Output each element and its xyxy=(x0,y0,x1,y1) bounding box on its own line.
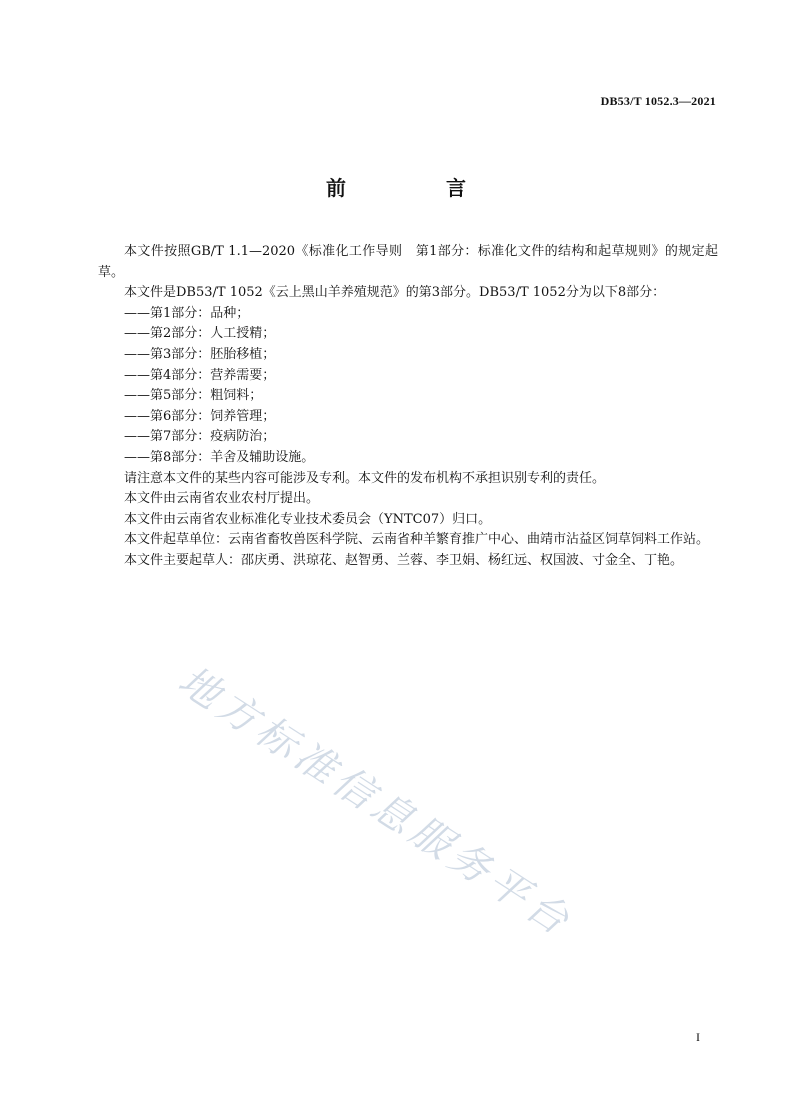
paragraph-drafting-basis: 本文件按照GB/T 1.1—2020《标准化工作导则 第1部分：标准化文件的结构和起草规则》的规定起草。 xyxy=(98,244,718,280)
list-item: ——第3部分：胚胎移植； xyxy=(124,346,276,362)
page-title: 前 言 xyxy=(326,176,506,200)
paragraph-centralized-by: 本文件由云南省农业标准化专业技术委员会（YNTC07）归口。 xyxy=(124,511,492,527)
list-item: ——第4部分：营养需要； xyxy=(124,367,276,383)
list-item: ——第8部分：羊舍及辅助设施。 xyxy=(124,449,315,465)
paragraph-drafting-units: 本文件起草单位：云南省畜牧兽医科学院、云南省种羊繁育推广中心、曲靖市沾益区饲草饲料工作站。 xyxy=(124,532,710,548)
paragraph-parts-intro: 本文件是DB53/T 1052《云上黑山羊养殖规范》的第3部分。DB53/T 1052分为以下8部分： xyxy=(124,285,666,301)
paragraph-drafters: 本文件主要起草人：邵庆勇、洪琼花、赵智勇、兰蓉、李卫娟、杨红远、权国波、寸金全、丁艳。 xyxy=(124,552,684,568)
document-body xyxy=(98,242,718,572)
list-item: ——第2部分：人工授精； xyxy=(124,326,276,342)
parts-list xyxy=(98,304,718,469)
paragraph-patent-notice: 请注意本文件的某些内容可能涉及专利。本文件的发布机构不承担识别专利的责任。 xyxy=(124,470,606,486)
list-item: ——第6部分：饲养管理； xyxy=(124,408,276,424)
list-item: ——第7部分：疫病防治； xyxy=(124,429,276,445)
paragraph-proposed-by: 本文件由云南省农业农村厅提出。 xyxy=(124,491,320,507)
list-item: ——第5部分：粗饲料； xyxy=(124,388,263,404)
watermark: 地方标准信息服务平台 xyxy=(170,657,581,947)
standard-code-header: DB53/T 1052.3—2021 xyxy=(600,94,716,108)
list-item: ——第1部分：品种； xyxy=(124,305,250,321)
page-number: I xyxy=(696,1030,700,1044)
